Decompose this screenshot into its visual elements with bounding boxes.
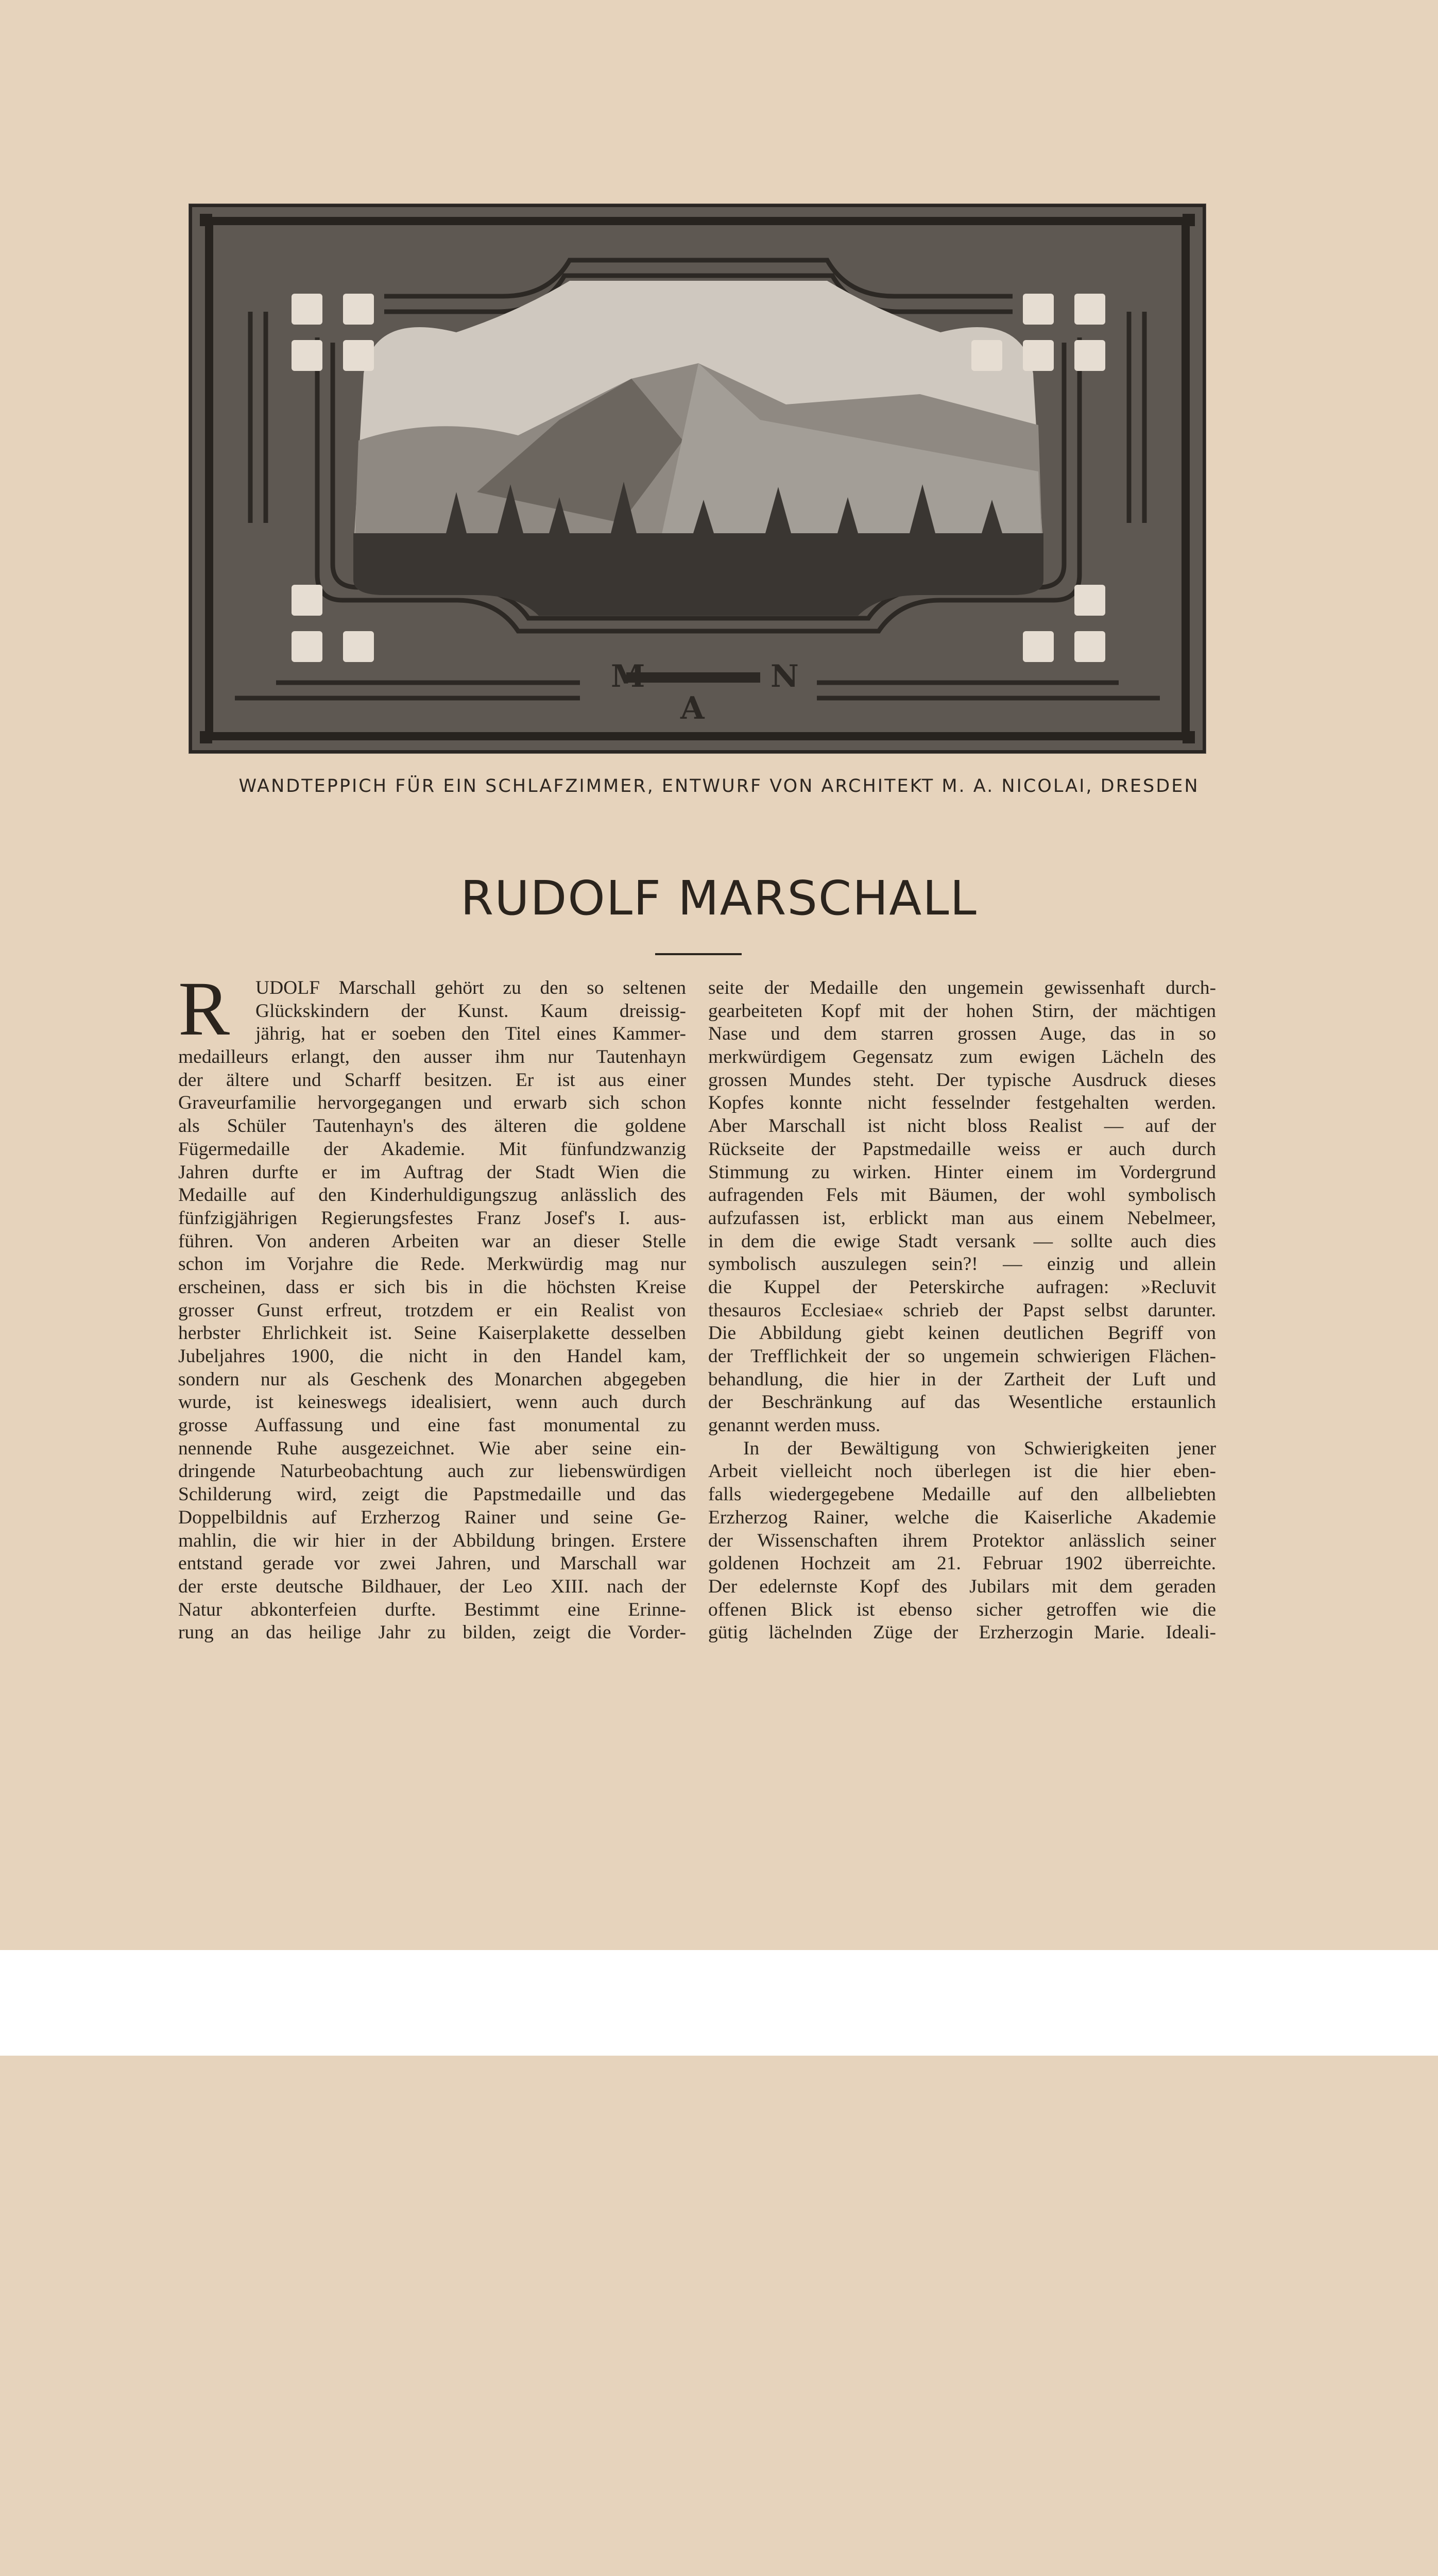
drop-cap: R [178, 966, 230, 1052]
title-rule [655, 953, 742, 955]
article-column-left [178, 977, 686, 1645]
text-line: Stimmung zu wirken. Hinter einem im Vordergrund [708, 1161, 1216, 1183]
monogram-letter-a: A [680, 690, 705, 726]
text-line: der Beschränkung auf das Wesentliche erstaunlich [708, 1392, 1216, 1413]
tapestry-illustration [189, 204, 1206, 754]
text-line: Nase und dem starren grossen Auge, das in so [708, 1023, 1216, 1045]
text-line: symbolisch auszulegen sein?! — einzig und allein [708, 1253, 1216, 1275]
text-line: rung an das heilige Jahr zu bilden, zeigt die Vorder- [178, 1622, 686, 1643]
text-line: Schilderung wird, zeigt die Papstmedaille und das [178, 1484, 686, 1505]
text-line: Die Abbildung giebt keinen deutlichen Begriff von [708, 1323, 1216, 1344]
text-line: Glückskindern der Kunst. Kaum dreissig- [255, 1000, 686, 1022]
text-line: führen. Von anderen Arbeiten war an dieser Stelle [178, 1230, 686, 1252]
article-column-right [708, 977, 1216, 1645]
text-line: aufragenden Fels mit Bäumen, der wohl symbolisch [708, 1184, 1216, 1206]
text-line: grosse Auffassung und eine fast monumental zu [178, 1415, 686, 1436]
text-line: offenen Blick ist ebenso sicher getroffen wie die [708, 1599, 1216, 1620]
text-line: mahlin, die wir hier in der Abbildung bringen. Erstere [178, 1530, 686, 1551]
text-line: Fügermedaille der Akademie. Mit fünfundzwanzig [178, 1138, 686, 1160]
text-line: grossen Mundes steht. Der typische Ausdruck dieses [708, 1069, 1216, 1091]
illustration-caption: WANDTEPPICH FÜR EIN SCHLAFZIMMER, ENTWURF VON ARCHITEKT M. A. NICOLAI, DRESDEN [238, 776, 1200, 796]
text-line: sondern nur als Geschenk des Monarchen abgegeben [178, 1368, 686, 1390]
text-line: Jubeljahres 1900, die nicht in den Handel kam, [178, 1346, 686, 1367]
text-line: behandlung, die hier in der Zartheit der Luft und [708, 1368, 1216, 1390]
monogram-letter-m: M [611, 658, 645, 694]
text-line: wurde, ist keineswegs idealisiert, wenn auch durch [178, 1392, 686, 1413]
text-line: der Trefflichkeit der so ungemein schwierigen Flächen- [708, 1346, 1216, 1367]
text-line: nennende Ruhe ausgezeichnet. Wie aber seine ein- [178, 1437, 686, 1459]
text-line: entstand gerade vor zwei Jahren, und Marschall war [178, 1553, 686, 1574]
text-line: in dem die ewige Stadt versank — sollte auch dies [708, 1230, 1216, 1252]
text-line: aufzufassen ist, erblickt man aus einem Nebelmeer, [708, 1207, 1216, 1229]
text-line: als Schüler Tautenhayn's des älteren die goldene [178, 1115, 686, 1137]
text-line: der Wissenschaften ihrem Protektor anlässlich seiner [708, 1530, 1216, 1551]
text-line: goldenen Hochzeit am 21. Februar 1902 überreichte. [708, 1553, 1216, 1574]
text-line: seite der Medaille den ungemein gewissenhaft durch- [708, 977, 1216, 998]
text-line: In der Bewältigung von Schwierigkeiten jener [743, 1437, 1216, 1459]
text-line: Kopfes konnte nicht fesselnder festgehalten werden. [708, 1092, 1216, 1114]
text-line: fünfzigjährigen Regierungsfestes Franz Josef's I. aus- [178, 1207, 686, 1229]
text-line: Rückseite der Papstmedaille weiss er auch durch [708, 1138, 1216, 1160]
text-line: Jahren durfte er im Auftrag der Stadt Wien die [178, 1161, 686, 1183]
article-title: RUDOLF MARSCHALL [460, 871, 978, 926]
text-line: grosser Gunst erfreut, trotzdem er ein Realist von [178, 1299, 686, 1321]
text-line: Graveurfamilie hervorgegangen und erwarb sich schon [178, 1092, 686, 1114]
text-line: Medaille auf den Kinderhuldigungszug anlässlich des [178, 1184, 686, 1206]
text-line: der ältere und Scharff besitzen. Er ist aus einer [178, 1069, 686, 1091]
text-line: gütig lächelnden Züge der Erzherzogin Marie. Ideali- [708, 1622, 1216, 1643]
text-line: erscheinen, dass er sich bis in die höchsten Kreise [178, 1276, 686, 1298]
text-line: Der edelernste Kopf des Jubilars mit dem geraden [708, 1575, 1216, 1597]
text-line: thesauros Ecclesiae« schrieb der Papst selbst darunter. [708, 1299, 1216, 1321]
text-line: jährig, hat er soeben den Titel eines Kammer- [255, 1023, 686, 1045]
digitization-footer [0, 1950, 1438, 2056]
text-line: Natur abkonterfeien durfte. Bestimmt eine Erinne- [178, 1599, 686, 1620]
text-line: medailleurs erlangt, den ausser ihm nur Tautenhayn [178, 1046, 686, 1068]
text-line: UDOLF Marschall gehört zu den so seltenen [255, 977, 686, 998]
text-line: merkwürdigem Gegensatz zum ewigen Lächeln des [708, 1046, 1216, 1068]
text-line: die Kuppel der Peterskirche aufragen: »Recluvit [708, 1276, 1216, 1298]
text-line: genannt werden muss. [708, 1415, 881, 1436]
text-line: Erzherzog Rainer, welche die Kaiserliche Akademie [708, 1506, 1216, 1528]
text-line: Doppelbildnis auf Erzherzog Rainer und seine Ge- [178, 1506, 686, 1528]
monogram-letter-n: N [771, 658, 799, 694]
text-line: dringende Naturbeobachtung auch zur liebenswürdigen [178, 1461, 686, 1482]
text-line: Arbeit vielleicht noch überlegen ist die hier eben- [708, 1461, 1216, 1482]
text-line: der erste deutsche Bildhauer, der Leo XIII. nach der [178, 1575, 686, 1597]
text-line: gearbeiteten Kopf mit der hohen Stirn, der mächtigen [708, 1000, 1216, 1022]
text-line: falls wiedergegebene Medaille auf den allbeliebten [708, 1484, 1216, 1505]
text-line: Aber Marschall ist nicht bloss Realist — auf der [708, 1115, 1216, 1137]
text-line: schon im Vorjahre die Rede. Merkwürdig mag nur [178, 1253, 686, 1275]
text-line: herbster Ehrlichkeit ist. Seine Kaiserplakette desselben [178, 1323, 686, 1344]
